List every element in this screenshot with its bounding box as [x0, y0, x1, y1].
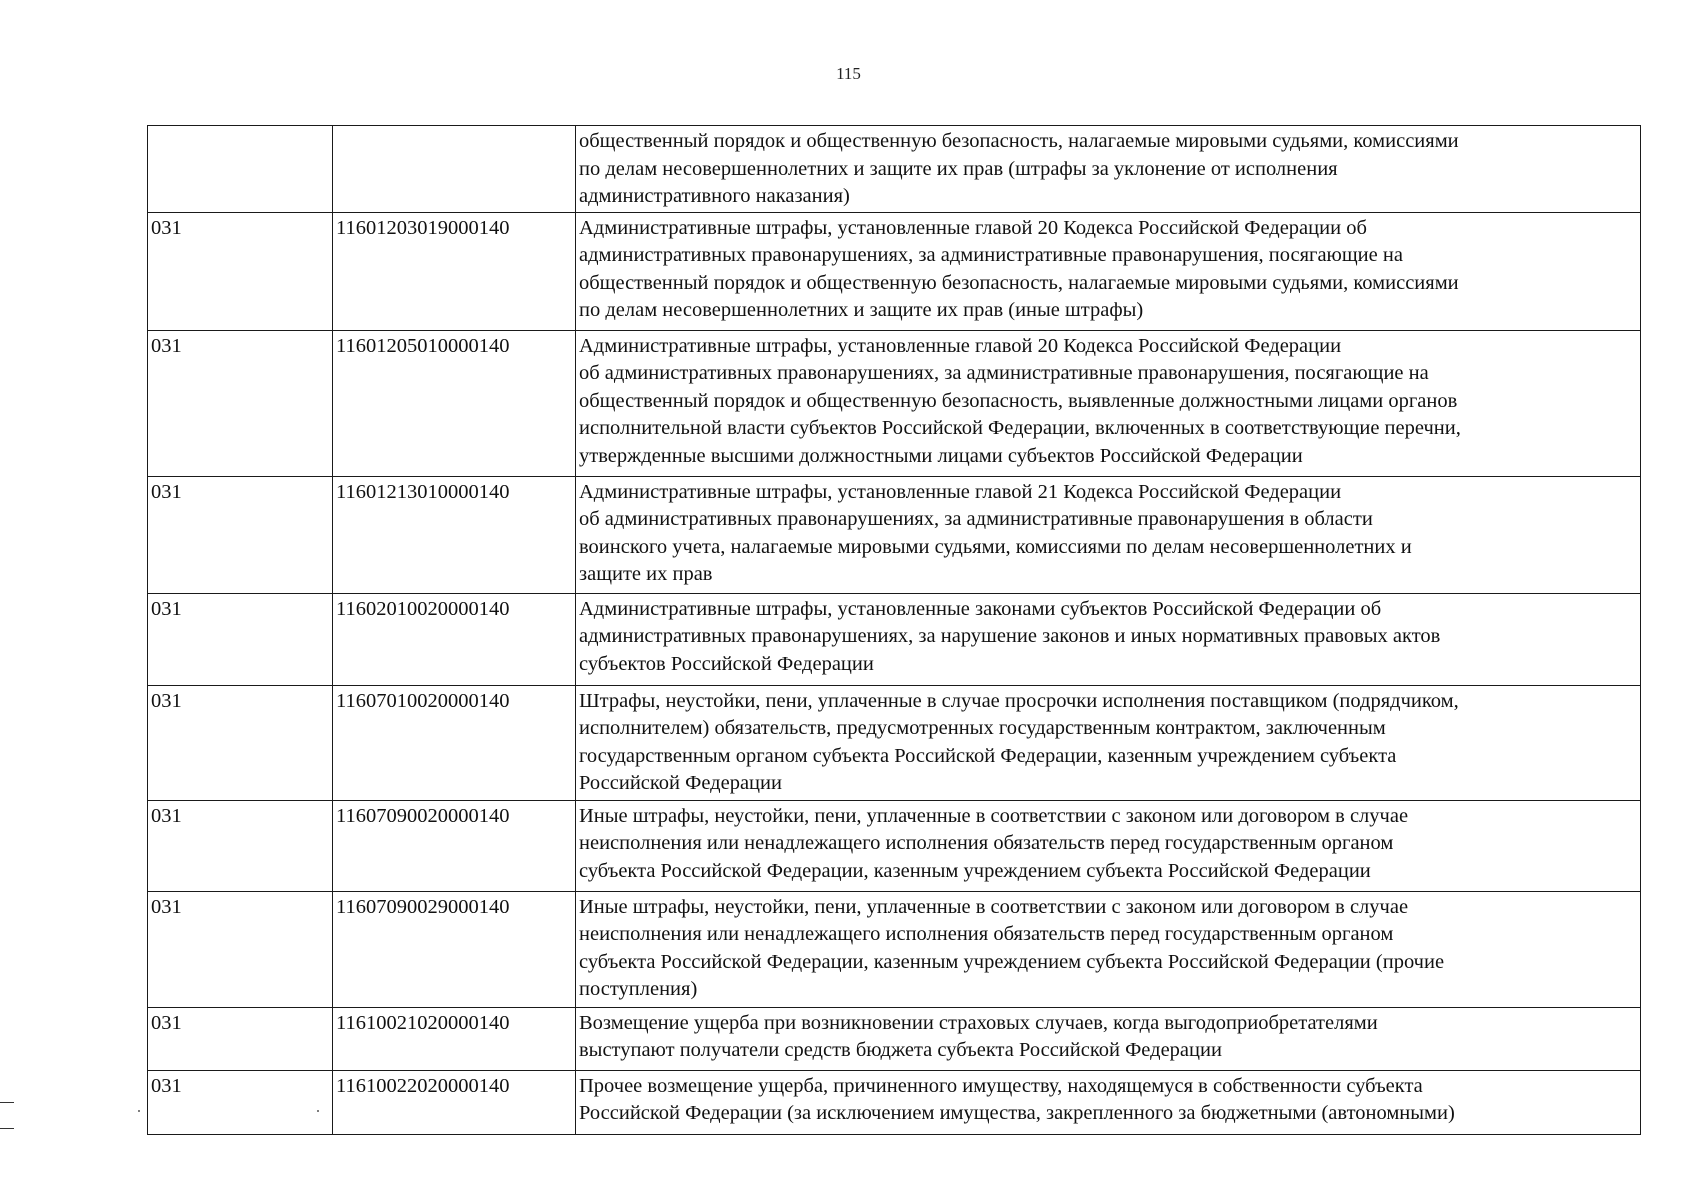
- description-cell: Иные штрафы, неустойки, пени, уплаченные в соответствии с законом или договором в случае неисполнения или ненадлежащего исполнения обязательств перед государственным органом субъекта Российской Федерации, казенным учреждением субъекта Российской Федерации: [576, 800, 1641, 891]
- income-code-cell: 11601205010000140: [333, 330, 576, 476]
- table-row: [148, 1007, 1641, 1070]
- table-row: [148, 126, 1641, 213]
- income-code-cell: 11607010020000140: [333, 685, 576, 800]
- margin-mark: [0, 1128, 14, 1129]
- admin-code-cell: 031: [148, 685, 333, 800]
- table-row: [148, 800, 1641, 891]
- description-cell: Административные штрафы, установленные главой 21 Кодекса Российской Федерации об административных правонарушениях, за административные правонарушения в области воинского учета, налагаемые мировыми судьями, комиссиями по делам несовершеннолетних и защите их прав: [576, 476, 1641, 593]
- scan-speck: [138, 1110, 140, 1112]
- table-row: [148, 212, 1641, 330]
- admin-code-cell: 031: [148, 1007, 333, 1070]
- description-cell: Административные штрафы, установленные законами субъектов Российской Федерации об административных правонарушениях, за нарушение законов и иных нормативных правовых актов субъектов Российской Федерации: [576, 593, 1641, 685]
- description-cell: Иные штрафы, неустойки, пени, уплаченные в соответствии с законом или договором в случае неисполнения или ненадлежащего исполнения обязательств перед государственным органом субъекта Российской Федерации, казенным учреждением субъекта Российской Федерации (прочие поступления): [576, 891, 1641, 1007]
- admin-code-cell: 031: [148, 1070, 333, 1134]
- description-cell: Возмещение ущерба при возникновении страховых случаев, когда выгодоприобретателями выступают получатели средств бюджета субъекта Российской Федерации: [576, 1007, 1641, 1070]
- income-code-cell: [333, 126, 576, 213]
- income-code-cell: 11610022020000140: [333, 1070, 576, 1134]
- table-row: [148, 593, 1641, 685]
- income-code-cell: 11610021020000140: [333, 1007, 576, 1070]
- admin-code-cell: 031: [148, 593, 333, 685]
- income-code-cell: 11602010020000140: [333, 593, 576, 685]
- admin-code-cell: 031: [148, 800, 333, 891]
- income-code-cell: 11601203019000140: [333, 212, 576, 330]
- income-code-cell: 11607090020000140: [333, 800, 576, 891]
- description-cell: Административные штрафы, установленные главой 20 Кодекса Российской Федерации об административных правонарушениях, за административные правонарушения, посягающие на общественный порядок и общественную безопасность, выявленные должностными лицами органов исполнительной власти субъектов Российской Федерации, включенных в соответствующие перечни, утвержденные высшими должностными лицами субъектов Российской Федерации: [576, 330, 1641, 476]
- description-cell: Административные штрафы, установленные главой 20 Кодекса Российской Федерации об административных правонарушениях, за административные правонарушения, посягающие на общественный порядок и общественную безопасность, налагаемые мировыми судьями, комиссиями по делам несовершеннолетних и защите их прав (иные штрафы): [576, 212, 1641, 330]
- admin-code-cell: 031: [148, 476, 333, 593]
- budget-code-table: [147, 125, 1641, 1135]
- income-code-cell: 11607090029000140: [333, 891, 576, 1007]
- income-code-cell: 11601213010000140: [333, 476, 576, 593]
- description-cell: общественный порядок и общественную безопасность, налагаемые мировыми судьями, комиссиями по делам несовершеннолетних и защите их прав (штрафы за уклонение от исполнения административного наказания): [576, 126, 1641, 213]
- description-cell: Штрафы, неустойки, пени, уплаченные в случае просрочки исполнения поставщиком (подрядчиком, исполнителем) обязательств, предусмотренных государственным контрактом, заключенным государственным органом субъекта Российской Федерации, казенным учреждением субъекта Российской Федерации: [576, 685, 1641, 800]
- margin-mark: [0, 1102, 14, 1103]
- table-row: [148, 330, 1641, 476]
- table-row: [148, 685, 1641, 800]
- admin-code-cell: 031: [148, 330, 333, 476]
- admin-code-cell: 031: [148, 212, 333, 330]
- admin-code-cell: [148, 126, 333, 213]
- table-row: [148, 476, 1641, 593]
- page-number: 115: [836, 64, 861, 83]
- table-row: [148, 891, 1641, 1007]
- admin-code-cell: 031: [148, 891, 333, 1007]
- description-cell: Прочее возмещение ущерба, причиненного имуществу, находящемуся в собственности субъекта Российской Федерации (за исключением имущества, закрепленного за бюджетными (автономными): [576, 1070, 1641, 1134]
- table-row: [148, 1070, 1641, 1134]
